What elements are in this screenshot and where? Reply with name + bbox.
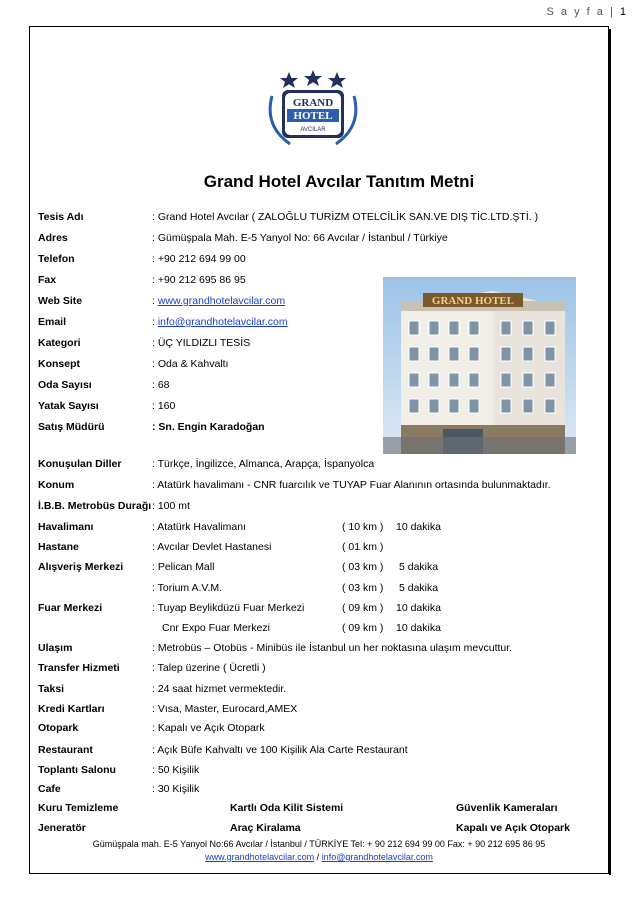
row-value: : Talep üzerine ( Ücretli )	[152, 662, 266, 674]
row-prefix: :	[152, 316, 158, 328]
row-value: Cnr Expo Fuar Merkezi	[162, 622, 270, 634]
row-value	[152, 295, 285, 307]
row-label: Restaurant	[38, 744, 93, 756]
row-value: : 68	[152, 379, 170, 391]
row-label: Otopark	[38, 722, 79, 734]
footer-address: Gümüşpala mah. E-5 Yanyol No:66 Avcılar / İstanbul / TÜRKİYE Tel: + 90 212 694 99 00 Fax: + 90 212 695 86 95	[92, 839, 546, 849]
footer-separator: /	[314, 852, 322, 862]
row-value: : Avcılar Devlet Hastanesi	[152, 541, 272, 553]
row-value: : 30 Kişilik	[152, 783, 200, 795]
row-label: Adres	[38, 232, 68, 244]
row-value: : Metrobüs – Otobüs - Minibüs ile İstanbul un her noktasına ulaşım mevcuttur.	[152, 642, 513, 654]
row-value: : Grand Hotel Avcılar ( ZALOĞLU TURİZM OTELCİLİK SAN.VE DIŞ TİC.LTD.ŞTİ. )	[152, 211, 539, 223]
distance-km: ( 03 km )	[342, 582, 384, 594]
row-label: Web Site	[38, 295, 83, 307]
page-number-header	[547, 6, 626, 18]
travel-time: 10 dakika	[396, 622, 441, 634]
row-label: Oda Sayısı	[38, 379, 92, 391]
row-label: Havalimanı	[38, 521, 94, 533]
distance-km: ( 03 km )	[342, 561, 384, 573]
row-label: Email	[38, 316, 67, 328]
row-label: Kredi Kartları	[38, 703, 105, 715]
row-label: Fax	[38, 274, 57, 286]
row-value: : Kapalı ve Açık Otopark	[152, 722, 265, 734]
distance-km: ( 10 km )	[342, 521, 384, 533]
row-label: Konum	[38, 479, 75, 491]
row-value: : Oda & Kahvaltı	[152, 358, 229, 370]
row-value: : ÜÇ YILDIZLI TESİS	[152, 337, 251, 349]
travel-time: 5 dakika	[399, 561, 439, 573]
row-value: : 24 saat hizmet vermektedir.	[152, 683, 287, 695]
row-label: Yatak Sayısı	[38, 400, 99, 412]
row-value	[152, 316, 288, 328]
row-label: Hastane	[38, 541, 79, 553]
website-link[interactable]: www.grandhotelavcilar.com	[157, 295, 286, 307]
feature-item: Kapalı ve Açık Otopark	[456, 822, 570, 834]
row-label: Transfer Hizmeti	[38, 662, 120, 674]
travel-time: 10 dakika	[396, 521, 441, 533]
row-value: : Gümüşpala Mah. E-5 Yanyol No: 66 Avcılar / İstanbul / Türkiye	[152, 232, 448, 244]
feature-item: Araç Kiralama	[230, 822, 301, 834]
page-separator: |	[609, 6, 615, 18]
feature-item: Kartlı Oda Kilit Sistemi	[230, 802, 344, 814]
row-label: Ulaşım	[38, 642, 73, 654]
footer-website-link[interactable]: www.grandhotelavcilar.com	[205, 852, 315, 862]
row-value: : 100 mt	[152, 500, 190, 512]
travel-time: 10 dakika	[396, 602, 441, 614]
row-value: : 160	[152, 400, 176, 412]
row-value: : Pelican Mall	[152, 561, 215, 573]
three-stars-icon	[280, 70, 346, 88]
row-label: Konsept	[38, 358, 80, 370]
row-prefix: :	[152, 295, 158, 307]
row-label: Kategori	[38, 337, 81, 349]
row-value: : Tuyap Beylikdüzü Fuar Merkezi	[152, 602, 305, 614]
travel-time: 5 dakika	[399, 582, 439, 594]
feature-item: Kuru Temizleme	[38, 802, 119, 814]
row-value: : +90 212 694 99 00	[152, 253, 246, 265]
row-label: Konuşulan Diller	[38, 458, 122, 470]
row-value: : Atatürk Havalimanı	[152, 521, 246, 533]
feature-item: Jeneratör	[38, 822, 86, 834]
row-value: : Torium A.V.M.	[152, 582, 223, 594]
feature-item: Güvenlik Kameraları	[456, 802, 558, 814]
hotel-sign-text: GRAND HOTEL	[431, 295, 515, 307]
page-footer	[0, 838, 638, 864]
page-number: 1	[619, 6, 626, 18]
logo-text-grand: GRAND	[292, 97, 334, 109]
row-label: Taksi	[38, 683, 65, 695]
logo-text-avcilar: AVCILAR	[300, 127, 326, 133]
row-value: : 50 Kişilik	[152, 764, 200, 776]
row-value: : Atatürk havalimanı - CNR fuarcılık ve TUYAP Fuar Alanının ortasında bulunmaktadır.	[152, 479, 551, 491]
row-label: Satış Müdürü	[38, 421, 105, 433]
row-label: Alışveriş Merkezi	[38, 561, 124, 573]
row-label: İ.B.B. Metrobüs Durağı	[38, 500, 152, 512]
row-value: : Vısa, Master, Eurocard,AMEX	[152, 703, 298, 715]
page-title: Grand Hotel Avcılar Tanıtım Metni	[203, 172, 475, 191]
row-value: : +90 212 695 86 95	[152, 274, 246, 286]
page-word: S a y f a	[546, 6, 605, 18]
row-value: : Türkçe, İngilizce, Almanca, Arapça, İspanyolca	[152, 458, 375, 470]
distance-km: ( 09 km )	[342, 602, 384, 614]
email-link[interactable]: info@grandhotelavcilar.com	[157, 316, 288, 328]
hotel-logo	[258, 68, 368, 150]
hotel-building-image	[383, 277, 576, 454]
footer-email-link[interactable]: info@grandhotelavcilar.com	[321, 852, 433, 862]
distance-km: ( 09 km )	[342, 622, 384, 634]
row-label: Telefon	[38, 253, 75, 265]
row-value: : Sn. Engin Karadoğan	[152, 421, 265, 433]
row-value: : Açık Büfe Kahvaltı ve 100 Kişilik Ala Carte Restaurant	[152, 744, 408, 756]
footer-links	[0, 851, 638, 864]
logo-text-hotel: HOTEL	[293, 110, 333, 122]
row-label: Cafe	[38, 783, 61, 795]
row-label: Fuar Merkezi	[38, 602, 103, 614]
row-label: Tesis Adı	[38, 211, 84, 223]
distance-km: ( 01 km )	[342, 541, 384, 553]
row-label: Toplantı Salonu	[38, 764, 116, 776]
